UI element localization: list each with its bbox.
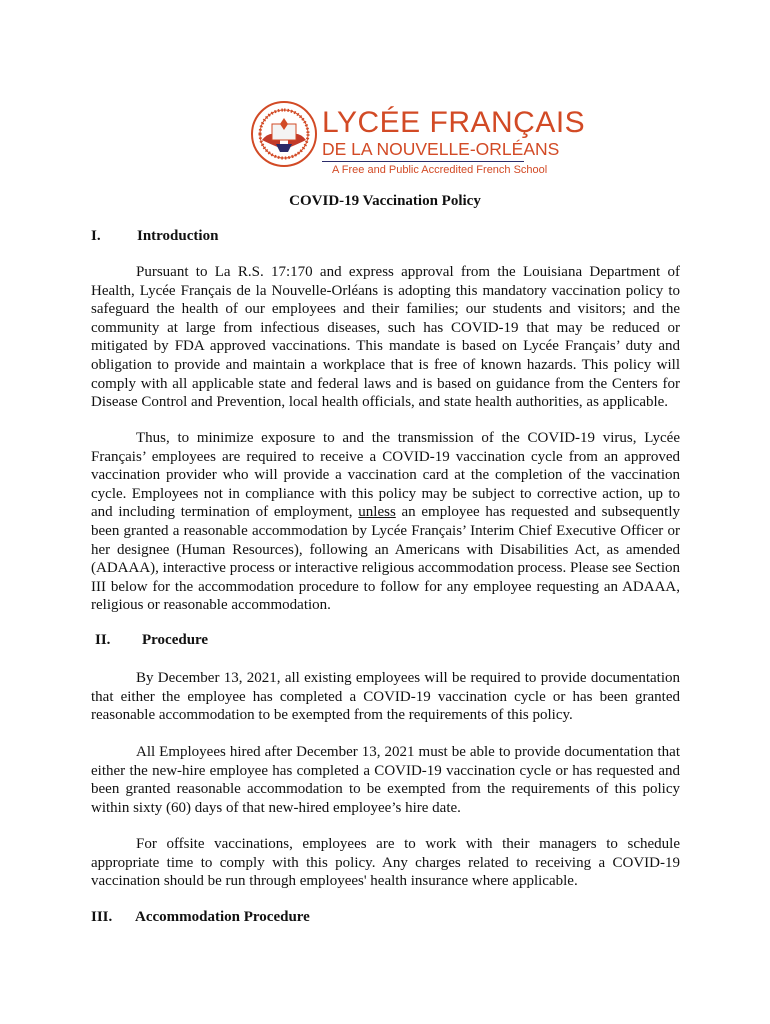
section-number: II. xyxy=(95,632,111,648)
brand-title: LYCÉE FRANÇAIS xyxy=(322,106,586,139)
section-title: Procedure xyxy=(142,632,209,648)
section-number: III. xyxy=(91,909,113,925)
section-title: Accommodation Procedure xyxy=(135,909,310,925)
procedure-paragraph-1: By December 13, 2021, all existing employees will be required to provide documentation that either the employee has completed a COVID-19 vaccination cycle or has been granted reasonable accommodation to be exempted from the requirements of this policy. xyxy=(91,670,680,724)
school-seal-icon xyxy=(250,100,318,168)
unless-underlined: unless xyxy=(358,504,396,521)
brand-subtitle: DE LA NOUVELLE-ORLÉANS xyxy=(322,139,560,159)
intro-paragraph-2 xyxy=(91,429,680,615)
brand-divider xyxy=(322,161,524,162)
intro-p2-text-before: Thus, to minimize exposure to and the transmission of the COVID-19 virus, Lycée Français’ employees are required to receive a COVID-19 vaccination cycle from an approved vaccination provider who will provide a vaccination card at the completion of the vaccination cycle. Employees not in compliance with this policy may be subject to corrective action, up to and including termination of employment, xyxy=(91,430,680,521)
section-number: I. xyxy=(91,228,101,244)
brand-tagline: A Free and Public Accredited French School xyxy=(332,164,548,176)
intro-p2-text-after: an employee has requested and subsequently been granted a reasonable accommodation by Lycée Français’ Interim Chief Executive Officer or her designee (Human Resources), following an Americans with Disabilities Act, as amended (ADAAA), interactive process or interactive religious accommodation process. Please see Section III below for the accommodation procedure to follow for any employee requesting an ADAAA, religious or reasonable accommodation. xyxy=(91,504,680,614)
procedure-paragraph-3: For offsite vaccinations, employees are to work with their managers to schedule appropriate time to comply with this policy. Any charges related to receiving a COVID-19 vaccination should be run through employees' health insurance where applicable. xyxy=(91,836,680,890)
intro-paragraph-1: Pursuant to La R.S. 17:170 and express approval from the Louisiana Department of Health, Lycée Français de la Nouvelle-Orléans is adopting this mandatory vaccination policy to safeguard the health of our employees and their families; our students and visitors; and the community at large from infectious diseases, such has COVID-19 that may be reduced or mitigated by FDA approved vaccinations. This mandate is based on Lycée Français’ duty and obligation to provide and maintain a workplace that is free of known hazards. This policy will comply with all applicable state and federal laws and is based on guidance from the Centers for Disease Control and Prevention, local health officials, and state health authorities, as applicable. xyxy=(91,264,680,411)
procedure-paragraph-2: All Employees hired after December 13, 2021 must be able to provide documentation that either the new-hire employee has completed a COVID-19 vaccination cycle or has requested and been granted reasonable accommodation to be exempted from the requirements of this policy within sixty (60) days of that new-hired employee’s hire date. xyxy=(91,744,680,816)
section-title: Introduction xyxy=(137,228,219,244)
document-title: COVID-19 Vaccination Policy xyxy=(289,193,481,209)
school-logo xyxy=(250,100,586,180)
